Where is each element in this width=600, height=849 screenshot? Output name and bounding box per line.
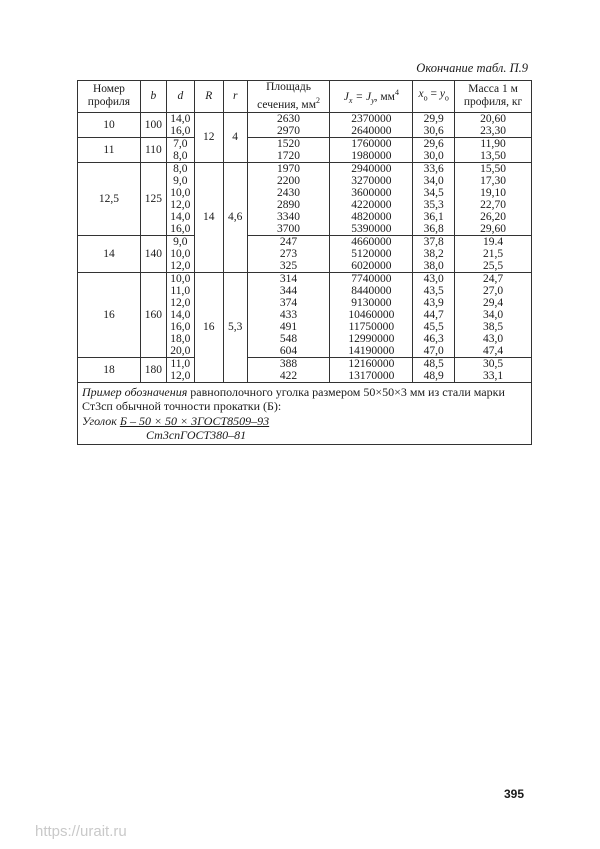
- cell-mass-value: 24,7: [483, 272, 504, 285]
- cell-jx-value: 9130000: [351, 296, 392, 309]
- cell-r: 4: [223, 112, 247, 162]
- header-xo-x: x: [418, 88, 424, 101]
- header-mass: [455, 81, 532, 113]
- cell-area-value: 388: [279, 357, 298, 370]
- cell-mass-value: 22,70: [480, 198, 506, 211]
- cell-xo-value: 48,9: [423, 369, 444, 382]
- cell-area: [247, 357, 330, 382]
- cell-xo-value: 36,8: [423, 222, 444, 235]
- cell-jx-value: 10460000: [348, 308, 395, 321]
- cell-d-value: 11,0: [170, 357, 191, 370]
- cell-profile: 14: [78, 235, 141, 272]
- note-formula: [82, 414, 527, 442]
- cell-xo-value: 46,3: [423, 332, 444, 345]
- cell-mass: [455, 137, 532, 162]
- cell-mass: [455, 162, 532, 235]
- cell-area: [247, 162, 330, 235]
- cell-mass-value: 19,10: [480, 186, 506, 199]
- cell-d-value: 12,0: [170, 296, 191, 309]
- cell-xo-value: 43,9: [423, 296, 444, 309]
- cell-d: [166, 162, 194, 235]
- cell-d-value: 7,0: [173, 137, 188, 150]
- profile-table: [77, 80, 532, 445]
- cell-jx-value: 5120000: [351, 247, 392, 260]
- cell-mass: [455, 112, 532, 137]
- cell-area-value: 344: [279, 284, 298, 297]
- cell-d-value: 8,0: [173, 149, 188, 162]
- cell-xo: [413, 112, 455, 137]
- cell-xo-value: 29,9: [423, 112, 444, 125]
- cell-profile: 11: [78, 137, 141, 162]
- cell-xo-value: 45,5: [423, 320, 444, 333]
- cell-jx-value: 1760000: [351, 137, 392, 150]
- cell-xo-value: 36,1: [423, 210, 444, 223]
- header-yo-sub: o: [444, 93, 449, 103]
- cell-jx-value: 6020000: [351, 259, 392, 272]
- cell-profile: 16: [78, 272, 141, 357]
- cell-area-value: 273: [279, 247, 298, 260]
- cell-xo-value: 34,0: [423, 174, 444, 187]
- cell-jx-value: 2640000: [351, 124, 392, 137]
- cell-jx: [330, 137, 413, 162]
- table-caption: Окончание табл. П.9: [416, 61, 528, 75]
- header-b: b: [140, 81, 166, 113]
- cell-r: 4,6: [223, 162, 247, 272]
- header-area-line2: [248, 94, 330, 112]
- cell-xo-value: 30,0: [423, 149, 444, 162]
- cell-area: [247, 112, 330, 137]
- cell-area-value: 314: [279, 272, 298, 285]
- cell-d-value: 16,0: [170, 124, 191, 137]
- cell-d-value: 16,0: [170, 222, 191, 235]
- cell-jx-value: 14190000: [348, 344, 395, 357]
- cell-d-value: 9,0: [173, 235, 188, 248]
- cell-mass-value: 33,1: [483, 369, 504, 382]
- cell-d-value: 18,0: [170, 332, 191, 345]
- cell-d-value: 8,0: [173, 162, 188, 175]
- cell-xo-value: 33,6: [423, 162, 444, 175]
- cell-d-value: 14,0: [170, 308, 191, 321]
- cell-xo: [413, 272, 455, 357]
- cell-mass-value: 29,60: [480, 222, 506, 235]
- note-cell: [78, 382, 532, 444]
- cell-area-value: 1970: [277, 162, 301, 175]
- cell-xo: [413, 137, 455, 162]
- note-lead: Пример обозначения: [82, 384, 188, 399]
- cell-xo-value: 43,0: [423, 272, 444, 285]
- cell-r: 5,3: [223, 272, 247, 382]
- cell-jx-value: 2940000: [351, 162, 392, 175]
- cell-area-value: 247: [279, 235, 298, 248]
- header-xo-eq: =: [427, 88, 440, 101]
- cell-area-value: 3340: [277, 210, 301, 223]
- cell-xo: [413, 162, 455, 235]
- header-jx-sub-y: y: [371, 95, 375, 105]
- cell-b: 100: [140, 112, 166, 137]
- cell-jx-value: 12160000: [348, 357, 395, 370]
- cell-d-value: 10,0: [170, 247, 191, 260]
- cell-R: 16: [194, 272, 223, 382]
- cell-jx-value: 11750000: [348, 320, 395, 333]
- cell-area-value: 2890: [277, 198, 301, 211]
- note-row: [78, 382, 532, 444]
- cell-xo: [413, 357, 455, 382]
- cell-area-value: 374: [279, 296, 298, 309]
- cell-xo-value: 34,5: [423, 186, 444, 199]
- cell-mass-value: 20,60: [480, 112, 506, 125]
- header-area-line1: Площадь: [266, 81, 311, 93]
- header-profile-line2: профиля: [87, 96, 131, 109]
- cell-xo: [413, 235, 455, 272]
- cell-mass-value: 47,4: [483, 344, 504, 357]
- table-row: [78, 112, 532, 137]
- cell-area-value: 1520: [277, 137, 301, 150]
- cell-mass-value: 25,5: [483, 259, 504, 272]
- cell-area: [247, 137, 330, 162]
- cell-jx: [330, 272, 413, 357]
- table-row: [78, 235, 532, 272]
- cell-mass: [455, 272, 532, 357]
- cell-d-value: 11,0: [170, 284, 191, 297]
- cell-mass-value: 13,50: [480, 149, 506, 162]
- cell-d-value: 10,0: [170, 272, 191, 285]
- cell-jx: [330, 162, 413, 235]
- cell-d: [166, 235, 194, 272]
- header-area-exp: 2: [315, 96, 320, 105]
- cell-b: 180: [140, 357, 166, 382]
- cell-mass-value: 11,90: [480, 137, 506, 150]
- cell-jx-value: 4660000: [351, 235, 392, 248]
- header-row: [78, 81, 532, 113]
- cell-area: [247, 235, 330, 272]
- cell-mass-value: 21,5: [483, 247, 504, 260]
- cell-mass: [455, 357, 532, 382]
- cell-profile: 10: [78, 112, 141, 137]
- formula-numerator: Б – 50 × 50 × 3ГОСТ8509–93: [119, 413, 270, 428]
- header-R: R: [194, 81, 223, 113]
- cell-d-value: 12,0: [170, 369, 191, 382]
- cell-mass-value: 38,5: [483, 320, 504, 333]
- cell-area-value: 3700: [277, 222, 301, 235]
- cell-area-value: 1720: [277, 149, 301, 162]
- cell-profile: 12,5: [78, 162, 141, 235]
- cell-jx-value: 13170000: [348, 369, 395, 382]
- cell-jx-value: 2370000: [351, 112, 392, 125]
- header-jx-sub-x: x: [348, 95, 353, 105]
- table-row: [78, 357, 532, 382]
- watermark-url: https://urait.ru: [35, 823, 127, 840]
- header-xo-sub: o: [423, 93, 428, 103]
- cell-jx: [330, 235, 413, 272]
- header-mass-line1: Масса 1 м: [468, 83, 518, 96]
- cell-jx-value: 7740000: [351, 272, 392, 285]
- cell-xo-value: 38,2: [423, 247, 444, 260]
- cell-area-value: 422: [279, 369, 298, 382]
- cell-jx: [330, 357, 413, 382]
- cell-d: [166, 272, 194, 357]
- cell-mass-value: 43,0: [483, 332, 504, 345]
- formula-denominator: Ст3спГОСТ380–81: [146, 427, 247, 442]
- cell-area: [247, 272, 330, 357]
- header-xo: [413, 81, 455, 113]
- cell-mass-value: 19.4: [483, 235, 504, 248]
- cell-d-value: 14,0: [170, 112, 191, 125]
- cell-area-value: 491: [279, 320, 298, 333]
- cell-d-value: 9,0: [173, 174, 188, 187]
- cell-jx-value: 12990000: [348, 332, 395, 345]
- cell-mass-value: 34,0: [483, 308, 504, 321]
- cell-mass-value: 23,30: [480, 124, 506, 137]
- cell-area-value: 325: [279, 259, 298, 272]
- cell-area-value: 2970: [277, 124, 301, 137]
- cell-d-value: 10,0: [170, 186, 191, 199]
- cell-d-value: 20,0: [170, 344, 191, 357]
- cell-mass: [455, 235, 532, 272]
- cell-mass-value: 29,4: [483, 296, 504, 309]
- cell-xo-value: 48,5: [423, 357, 444, 370]
- cell-b: 140: [140, 235, 166, 272]
- cell-mass-value: 15,50: [480, 162, 506, 175]
- cell-xo-value: 37,8: [423, 235, 444, 248]
- cell-area-value: 2430: [277, 186, 301, 199]
- header-yo-y: y: [439, 88, 445, 101]
- note-text: равнополочного уголка размером 50×50×3 мм из стали марки Ст3сп обычной точности прокатки (Б):: [82, 384, 505, 413]
- cell-d-value: 12,0: [170, 259, 191, 272]
- cell-jx-value: 4220000: [351, 198, 392, 211]
- header-d: d: [166, 81, 194, 113]
- header-mass-line2: профиля, кг: [463, 96, 523, 109]
- cell-R: 14: [194, 162, 223, 272]
- cell-xo-value: 38,0: [423, 259, 444, 272]
- cell-d-value: 12,0: [170, 198, 191, 211]
- cell-d: [166, 137, 194, 162]
- cell-d: [166, 357, 194, 382]
- cell-profile: 18: [78, 357, 141, 382]
- cell-xo-value: 43,5: [423, 284, 444, 297]
- table-body: [78, 112, 532, 444]
- cell-jx-value: 3270000: [351, 174, 392, 187]
- header-r: r: [223, 81, 247, 113]
- cell-jx: [330, 112, 413, 137]
- cell-mass-value: 27,0: [483, 284, 504, 297]
- cell-b: 160: [140, 272, 166, 357]
- cell-xo-value: 29,6: [423, 137, 444, 150]
- header-profile: [78, 81, 141, 113]
- cell-jx-value: 8440000: [351, 284, 392, 297]
- page-number: 395: [504, 787, 525, 801]
- cell-jx-value: 5390000: [351, 222, 392, 235]
- cell-area-value: 2630: [277, 112, 301, 125]
- cell-area-value: 2200: [277, 174, 301, 187]
- cell-area-value: 433: [279, 308, 298, 321]
- header-jx: [330, 81, 413, 113]
- cell-b: 125: [140, 162, 166, 235]
- header-jx-eq: = J: [352, 90, 372, 103]
- cell-jx-value: 4820000: [351, 210, 392, 223]
- cell-area-value: 604: [279, 344, 298, 357]
- cell-mass-value: 26,20: [480, 210, 506, 223]
- cell-mass-value: 30,5: [483, 357, 504, 370]
- header-jx-unit: , мм: [374, 90, 395, 103]
- cell-d-value: 16,0: [170, 320, 191, 333]
- cell-area-value: 548: [279, 332, 298, 345]
- cell-d: [166, 112, 194, 137]
- formula-label: Уголок: [82, 413, 120, 428]
- cell-xo-value: 30,6: [423, 124, 444, 137]
- cell-xo-value: 44,7: [423, 308, 444, 321]
- header-area-unit: сечения, мм: [257, 98, 316, 111]
- header-jx-J: J: [343, 90, 349, 103]
- cell-mass-value: 17,30: [480, 174, 506, 187]
- cell-R: 12: [194, 112, 223, 162]
- header-area: [247, 81, 330, 113]
- header-jx-exp: 4: [394, 87, 399, 97]
- cell-jx-value: 1980000: [351, 149, 392, 162]
- cell-xo-value: 35,3: [423, 198, 444, 211]
- table-row: [78, 272, 532, 357]
- note-paragraph: [82, 385, 527, 413]
- cell-b: 110: [140, 137, 166, 162]
- table-row: [78, 162, 532, 235]
- cell-xo-value: 47,0: [423, 344, 444, 357]
- header-profile-line1: Номер: [92, 83, 125, 96]
- cell-d-value: 14,0: [170, 210, 191, 223]
- table-row: [78, 137, 532, 162]
- cell-jx-value: 3600000: [351, 186, 392, 199]
